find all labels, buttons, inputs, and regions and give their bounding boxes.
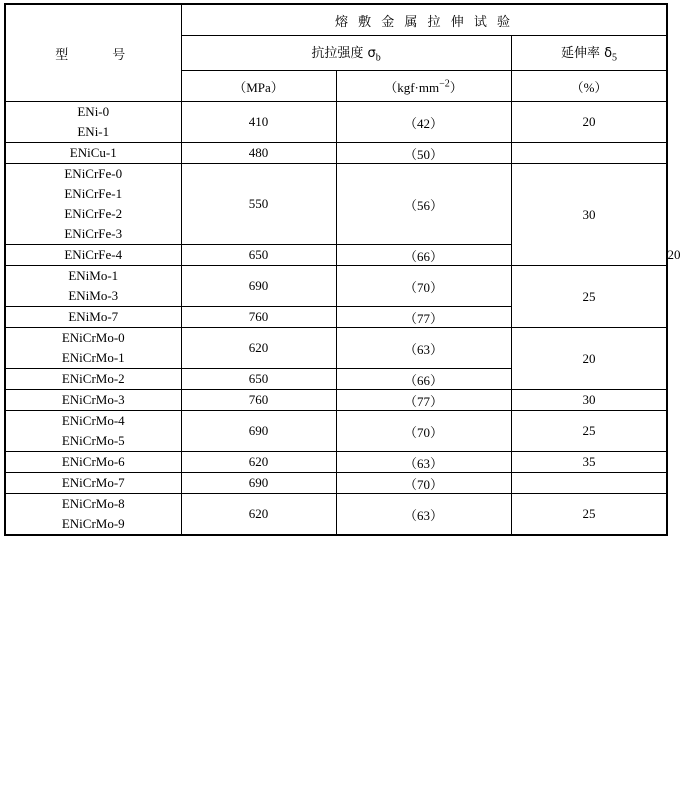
cell-elongation: 20 xyxy=(511,328,667,390)
model-name: ENiCrMo-8 xyxy=(61,496,125,511)
header-elongation-subscript: 5 xyxy=(612,52,618,64)
model-name: ENiCrMo-2 xyxy=(61,371,125,386)
cell-tensile-mpa: 480 xyxy=(181,143,336,164)
cell-tensile-kgf: （63） xyxy=(336,452,511,473)
cell-elongation: 25 xyxy=(511,494,667,536)
cell-tensile-mpa: 620 xyxy=(181,452,336,473)
cell-tensile-mpa: 760 xyxy=(181,307,336,328)
cell-tensile-kgf: （70） xyxy=(336,411,511,452)
table-row xyxy=(5,494,667,536)
weld-metal-tensile-test-table xyxy=(4,3,681,536)
cell-tensile-mpa: 690 xyxy=(181,411,336,452)
cell-model xyxy=(5,494,181,536)
header-unit-mpa: （MPa） xyxy=(181,71,336,102)
header-unit-kgf-prefix: （kgf·mm xyxy=(384,79,440,95)
table-row xyxy=(5,266,667,307)
table-row xyxy=(5,328,667,369)
cell-tensile-kgf: （70） xyxy=(336,473,511,494)
model-name: ENiMo-1 xyxy=(68,268,119,283)
model-name: ENiCrFe-0 xyxy=(64,166,123,181)
header-tensile-strength-subscript: b xyxy=(375,52,381,64)
table-header-row-1 xyxy=(5,4,667,36)
table-header xyxy=(5,4,667,102)
cell-tensile-mpa: 760 xyxy=(181,390,336,411)
table-row: ENiCrFe-4 650 （66） 20 xyxy=(5,245,667,266)
cell-tensile-mpa: 690 xyxy=(181,266,336,307)
model-name: ENiMo-3 xyxy=(68,288,119,303)
cell-tensile-mpa: 410 xyxy=(181,102,336,143)
cell-elongation: 30 xyxy=(511,164,667,266)
cell-tensile-mpa: 620 xyxy=(181,494,336,536)
table-body xyxy=(5,102,681,536)
cell-model xyxy=(5,245,181,266)
header-unit-kgf-suffix: ） xyxy=(449,79,463,95)
cell-model xyxy=(5,473,181,494)
model-name: ENiCrFe-4 xyxy=(64,247,123,262)
cell-tensile-kgf: （63） xyxy=(336,494,511,536)
header-tensile-strength-label: 抗拉强度 σ xyxy=(311,46,376,62)
model-name: ENiCrMo-9 xyxy=(61,516,125,531)
cell-tensile-mpa: 550 xyxy=(181,164,336,245)
table-row xyxy=(5,390,667,411)
header-elongation-label: 延伸率 δ xyxy=(560,46,613,62)
cell-tensile-mpa: 650 xyxy=(181,369,336,390)
cell-model xyxy=(5,369,181,390)
cell-tensile-mpa: 690 xyxy=(181,473,336,494)
table-row xyxy=(5,411,667,452)
cell-model xyxy=(5,102,181,143)
table-row xyxy=(5,473,667,494)
model-name: ENiCu-1 xyxy=(69,145,117,160)
cell-elongation: 35 xyxy=(511,452,667,473)
cell-tensile-kgf: （56） xyxy=(336,164,511,245)
header-unit-kgf xyxy=(336,71,511,102)
cell-elongation: 30 xyxy=(511,390,667,411)
cell-tensile-kgf: （77） xyxy=(336,307,511,328)
cell-model xyxy=(5,143,181,164)
cell-elongation: 25 xyxy=(511,411,667,452)
header-unit-percent: （%） xyxy=(511,71,667,102)
header-tensile-strength xyxy=(181,36,511,71)
model-name: ENiCrFe-2 xyxy=(64,206,123,221)
table-row xyxy=(5,452,667,473)
table-row xyxy=(5,102,667,143)
model-name: ENiCrMo-4 xyxy=(61,413,125,428)
model-name: ENiCrMo-6 xyxy=(61,454,125,469)
cell-tensile-kgf: （66） xyxy=(336,369,511,390)
cell-model xyxy=(5,390,181,411)
model-name: ENi-0 xyxy=(77,104,110,119)
cell-tensile-kgf: （77） xyxy=(336,390,511,411)
cell-tensile-kgf: （66） xyxy=(336,245,511,266)
cell-model xyxy=(5,307,181,328)
cell-elongation: 25 xyxy=(511,266,667,328)
model-name: ENiCrFe-1 xyxy=(64,186,123,201)
cell-model xyxy=(5,266,181,307)
cell-tensile-mpa: 650 xyxy=(181,245,336,266)
header-group-tensile-test: 熔 敷 金 属 拉 伸 试 验 xyxy=(181,4,667,36)
cell-tensile-kgf: （63） xyxy=(336,328,511,369)
cell-model xyxy=(5,411,181,452)
header-unit-kgf-exponent: −2 xyxy=(439,78,450,90)
table-row xyxy=(5,143,667,164)
cell-tensile-mpa: 620 xyxy=(181,328,336,369)
model-name: ENi-1 xyxy=(77,124,110,139)
model-name: ENiCrMo-5 xyxy=(61,433,125,448)
cell-tensile-kgf: （50） xyxy=(336,143,511,164)
header-elongation xyxy=(511,36,667,71)
cell-model xyxy=(5,328,181,369)
cell-elongation: 20 xyxy=(511,102,667,143)
model-name: ENiCrMo-1 xyxy=(61,350,125,365)
header-model: 型 号 xyxy=(5,4,181,102)
document-page xyxy=(0,3,681,796)
model-name: ENiCrMo-3 xyxy=(61,392,125,407)
model-name: ENiCrFe-3 xyxy=(64,226,123,241)
cell-tensile-kgf: （70） xyxy=(336,266,511,307)
model-name: ENiCrMo-0 xyxy=(61,330,125,345)
model-name: ENiCrMo-7 xyxy=(61,475,125,490)
table-row xyxy=(5,164,667,245)
cell-model xyxy=(5,452,181,473)
cell-model xyxy=(5,164,181,245)
cell-tensile-kgf: （42） xyxy=(336,102,511,143)
model-name: ENiMo-7 xyxy=(68,309,119,324)
